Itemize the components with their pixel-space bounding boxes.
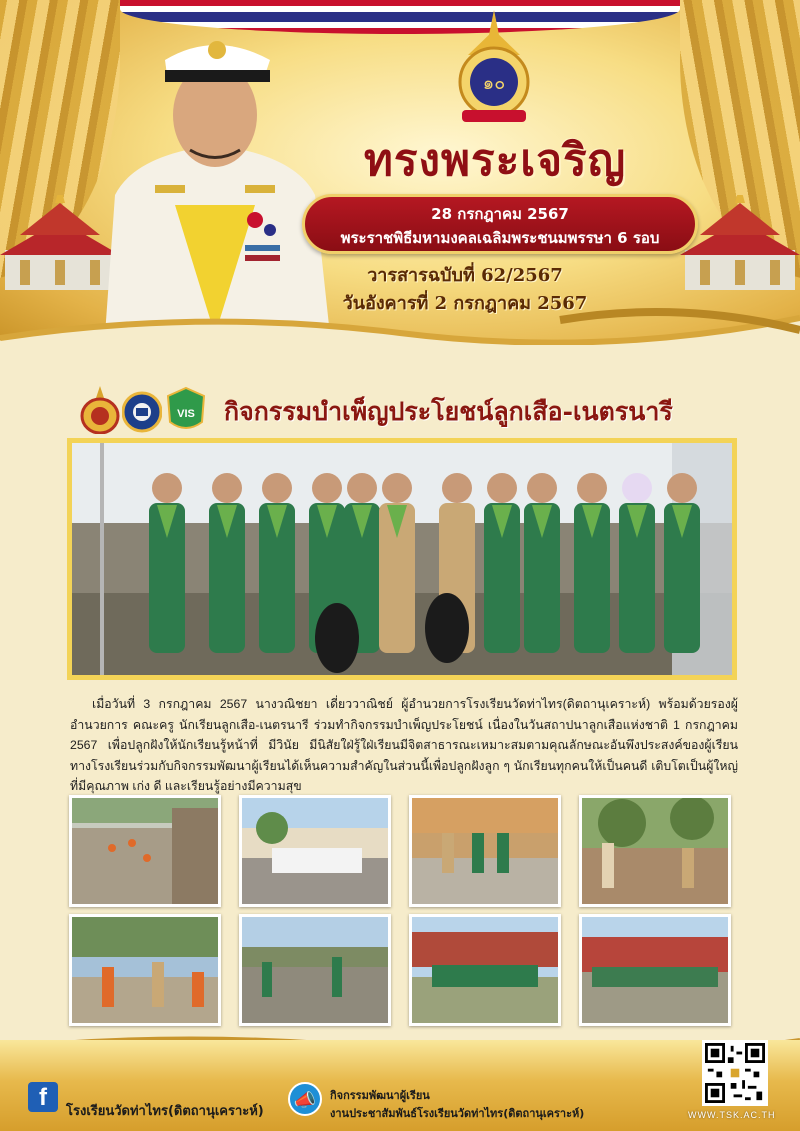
website-url[interactable]: WWW.TSK.AC.TH bbox=[688, 1110, 776, 1120]
garbage-bag bbox=[425, 593, 469, 663]
svg-text:VIS: VIS bbox=[177, 408, 195, 420]
royal-portrait bbox=[95, 5, 335, 335]
photo-thumbnail bbox=[579, 914, 731, 1026]
student-head bbox=[262, 473, 292, 503]
group-photo bbox=[67, 438, 737, 680]
vis-logo bbox=[166, 386, 206, 434]
banner-date: 28 กรกฎาคม 2567 bbox=[431, 205, 569, 223]
gold-ribbon-swoosh bbox=[0, 300, 800, 345]
student-head bbox=[442, 473, 472, 503]
photo-thumbnail bbox=[579, 795, 731, 907]
student-head bbox=[667, 473, 697, 503]
megaphone-icon: 📣 bbox=[288, 1082, 322, 1116]
student-head bbox=[312, 473, 342, 503]
facebook-page-name[interactable]: โรงเรียนวัดท่าไทร(ดิตถานุเคราะห์) bbox=[66, 1104, 264, 1119]
photo-thumbnail bbox=[69, 914, 221, 1026]
photo-thumbnail bbox=[409, 795, 561, 907]
student-head bbox=[382, 473, 412, 503]
svg-text:๑๐: ๑๐ bbox=[482, 73, 506, 94]
student-head bbox=[212, 473, 242, 503]
issue-date: วันอังคารที่ 2 กรกฎาคม 2567 bbox=[342, 293, 588, 314]
qr-code-icon[interactable] bbox=[702, 1040, 768, 1106]
district-office-logo bbox=[122, 386, 162, 434]
student-head bbox=[622, 473, 652, 503]
temple-right-illustration bbox=[680, 195, 800, 290]
pr-office: งานประชาสัมพันธ์โรงเรียนวัดท่าไทร(ดิตถานุเคราะห์) bbox=[330, 1107, 585, 1120]
photo-thumbnail bbox=[239, 795, 391, 907]
header-banner bbox=[0, 0, 800, 345]
issue-number: วารสารฉบับที่ 62/2567 bbox=[367, 265, 563, 286]
facebook-icon[interactable]: f bbox=[28, 1082, 58, 1112]
student-head bbox=[347, 473, 377, 503]
date-banner bbox=[302, 194, 698, 254]
school-emblem-logo bbox=[80, 386, 120, 434]
photo-thumbnail bbox=[409, 914, 561, 1026]
activity-heading: กิจกรรมบำเพ็ญประโยชน์ลูกเสือ-เนตรนารี bbox=[224, 397, 673, 426]
student-head bbox=[487, 473, 517, 503]
photo-thumbnail bbox=[239, 914, 391, 1026]
group-photo-illustration bbox=[72, 443, 732, 675]
banner-ceremony: พระราชพิธีมหามงคลเฉลิมพระชนมพรรษา 6 รอบ bbox=[340, 229, 660, 247]
photo-thumbnail bbox=[69, 795, 221, 907]
student-head bbox=[577, 473, 607, 503]
student-head bbox=[527, 473, 557, 503]
student-head bbox=[152, 473, 182, 503]
article-paragraph: เมื่อวันที่ 3 กรกฎาคม 2567 นางวณิชยา เดี่ยววาณิชย์ ผู้อำนวยการโรงเรียนวัดท่าไทร(ดิตถานุเคราะห์) พร้อมด้วยรองผู้อำนวยการ คณะครู นักเรียนลูกเสือ-เนตรนารี ร่วมทำกิจกรรมบำเพ็ญประโยชน์ เนื่องในวันสถาปนาลูกเสือแห่งชาติ 1 กรกฎาคม 2567 เพื่อปลูกฝังให้นักเรียนรู้หน้าที่ มีวินัย มีนิสัยใฝ่รู้ใฝ่เรียนมีจิตสาธารณะเหมาะสมตามคุณลักษณะอันพึงประสงค์ของผู้เรียน ทางโรงเรียนร่วมกับกิจกรรมพัฒนาผู้เรียนได้เห็นความสำคัญในส่วนนี้เพื่อปลูกฝังลูก ๆ นักเรียนทุกคนให้เป็นคนดี เติบโตเป็นผู้ใหญ่ที่มีคุณภาพ เก่ง ดี และเรียนรู้อย่างมีความสุข bbox=[70, 697, 738, 794]
royal-emblem-logo bbox=[448, 10, 540, 128]
page-title: ทรงพระเจริญ bbox=[363, 135, 627, 186]
garbage-bag bbox=[315, 603, 359, 673]
pr-department: กิจกรรมพัฒนาผู้เรียน bbox=[330, 1089, 430, 1102]
